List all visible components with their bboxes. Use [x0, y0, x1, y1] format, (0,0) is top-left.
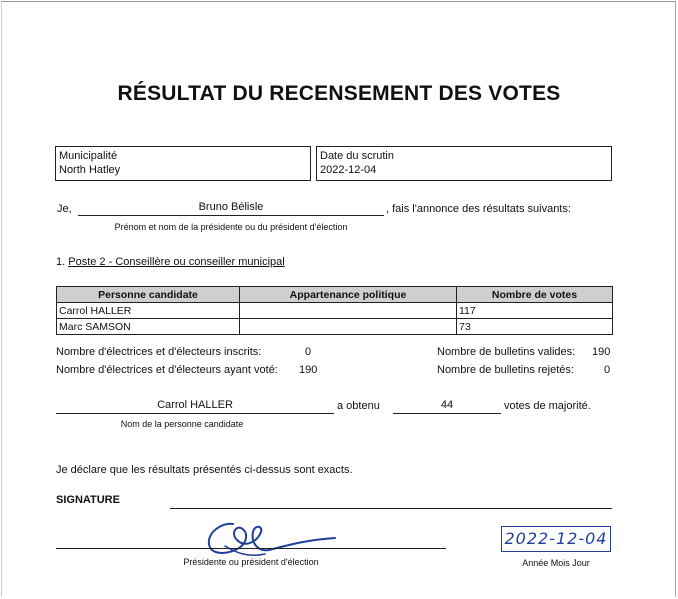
- table-header-row: [57, 287, 613, 303]
- election-date-label: Date du scrutin: [320, 150, 394, 162]
- majority-caption: Nom de la personne candidate: [120, 419, 244, 429]
- majority-value-line: [393, 413, 501, 414]
- registered-value: 0: [305, 346, 312, 358]
- valid-value: 190: [592, 346, 611, 358]
- candidate-name: Marc SAMSON: [57, 319, 240, 335]
- municipality-box: [55, 146, 311, 181]
- majority-obtained: a obtenu: [337, 400, 380, 412]
- header-votes: Nombre de votes: [457, 287, 613, 303]
- municipality-label: Municipalité: [59, 150, 118, 162]
- valid-label: Nombre de bulletins valides:: [437, 346, 576, 358]
- announcement-suffix: , fais l'annonce des résultats suivants:: [386, 203, 571, 215]
- header-affiliation: Appartenance politique: [240, 287, 457, 303]
- table-row: [57, 319, 613, 335]
- registered-label: Nombre d'électrices et d'électeurs inscrits:: [56, 346, 262, 358]
- municipality-value: North Hatley: [59, 164, 121, 176]
- section-number: 1.: [56, 256, 66, 268]
- announcement-prefix: Je,: [57, 203, 72, 215]
- majority-value: 44: [440, 399, 454, 411]
- header-candidate: Personne candidate: [57, 287, 240, 303]
- signature-label: SIGNATURE: [56, 494, 120, 506]
- candidate-name: Carrol HALLER: [57, 303, 240, 319]
- rejected-value: 0: [604, 364, 611, 376]
- majority-candidate: Carrol HALLER: [157, 399, 233, 411]
- rejected-label: Nombre de bulletins rejetés:: [437, 364, 574, 376]
- majority-suffix: votes de majorité.: [504, 400, 591, 412]
- officer-name-line: [78, 215, 384, 216]
- section-label: Poste 2 - Conseillère ou conseiller municipal: [68, 256, 285, 268]
- declaration-text: Je déclare que les résultats présentés ci-dessus sont exacts.: [56, 464, 353, 476]
- candidate-votes: 73: [457, 319, 613, 335]
- results-table: [56, 286, 613, 335]
- election-date-box: [316, 146, 612, 181]
- signature-top-line: [170, 508, 612, 509]
- date-caption: Année Mois Jour: [522, 558, 590, 568]
- table-row: [57, 303, 613, 319]
- candidate-votes: 117: [457, 303, 613, 319]
- signature-caption: Présidente ou président d'élection: [183, 557, 319, 567]
- election-date-value: 2022-12-04: [320, 164, 377, 176]
- handwritten-date: 2022-12-04: [501, 526, 611, 552]
- candidate-affiliation: [240, 303, 457, 319]
- section-heading: [56, 256, 285, 268]
- candidate-affiliation: [240, 319, 457, 335]
- officer-name-caption: Prénom et nom de la présidente ou du président d'élection: [114, 222, 348, 232]
- voted-value: 190: [299, 364, 318, 376]
- majority-candidate-line: [56, 413, 334, 414]
- officer-name: Bruno Bélisle: [198, 201, 264, 213]
- voted-label: Nombre d'électrices et d'électeurs ayant voté:: [56, 364, 278, 376]
- page-title: RÉSULTAT DU RECENSEMENT DES VOTES: [117, 82, 561, 105]
- signature-line: [56, 548, 446, 549]
